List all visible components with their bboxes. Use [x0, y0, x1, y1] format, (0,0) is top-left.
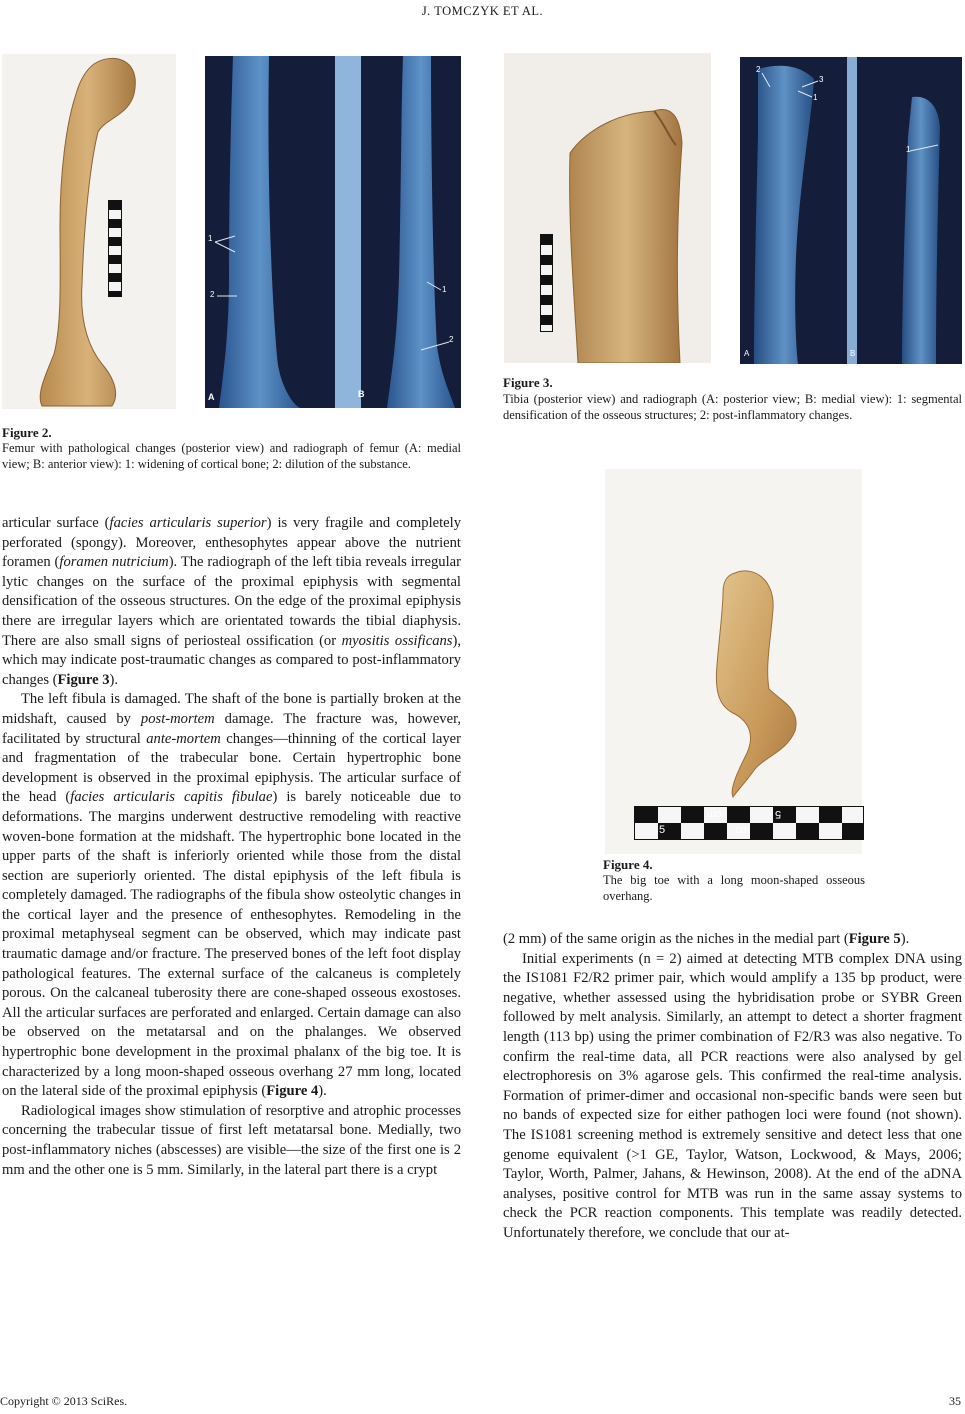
figure2-title: Figure 2. — [2, 425, 52, 440]
figure2-label-2-left: 2 — [210, 290, 215, 299]
figure4-title: Figure 4. — [603, 857, 653, 872]
figure3-label-1-left: 1 — [813, 93, 818, 102]
figure3-radiograph — [740, 57, 962, 364]
figure3-panel-b-label: B — [850, 349, 856, 358]
figure2-femur-photo — [2, 54, 176, 409]
figure4-scale-top-5: 5 — [775, 808, 782, 820]
figure4-scale-top-cm: cm — [707, 808, 722, 820]
figure3-panel-a-label: A — [744, 349, 750, 358]
footer-copyright: Copyright © 2013 SciRes. — [0, 1394, 128, 1408]
figure2-scale-bar — [108, 200, 122, 297]
right-column-text — [503, 930, 962, 1244]
right-paragraph-2: Initial experiments (n = 2) aimed at detecting MTB complex DNA using the IS1081 F2/R2 primer pair, which would amplify a 135 bp product, were negative, whether assessed using the hybridisation probe or SYBR Green followed by melt analysis. Similarly, an attempt to detect a shorter fragment length (113 bp) using the primer combination of F2/R3 was also negative. To confirm the real-time data, all PCR reactions were also analysed by gel electrophoresis on 3% agarose gels. This confirmed the real-time analysis. Formation of primer-dimer and occasional non-specific bands were seen but no bands of expected size for either pathogen loci were found (not shown). The IS1081 screening method is extremely sensitive and detect less that one genome equivalent (>1 GE, Taylor, Watson, Lockwood, & Mays, 2006; Taylor, Worth, Palmer, Jahans, & Hewinson, 2008). At the end of the aDNA analyses, positive control for MTB was run in the same assay systems to check the PCR reaction components. This template was readily detected. Unfortunately therefore, we conclude that our at- — [503, 950, 962, 1241]
figure4-reference: Figure 4 — [266, 1083, 319, 1100]
left-column-text — [2, 514, 461, 1180]
figure2-label-2-right: 2 — [449, 335, 454, 344]
running-head: J. TOMCZYK ET AL. — [421, 4, 544, 18]
figure5-reference: Figure 5 — [848, 931, 901, 947]
left-paragraph-3: Radiological images show stimulation of resorptive and atrophic processes concerning the trabecular tissue of first left metatarsal bone. Medially, two post-inflammatory niches (abscesses) are visible—the size of the first one is 2 mm and the other one is 5 mm. Similarly, in the lateral part there is a crypt — [2, 1102, 461, 1178]
figure2-label-1-right: 1 — [442, 285, 447, 294]
figure3-label-2: 2 — [756, 65, 761, 74]
figure3-caption: Tibia (posterior view) and radiograph (A: posterior view; B: medial view): 1: segmental densification of the osseous structures; 2: post-inflammatory changes. — [503, 392, 962, 422]
figure3-title: Figure 3. — [503, 375, 553, 390]
figure2-panel-a-label: A — [208, 392, 215, 402]
figure4-scale-bar — [634, 806, 864, 840]
figure2-label-1-left: 1 — [208, 234, 213, 243]
figure3-label-3: 3 — [819, 75, 824, 84]
figure4-toe-photo — [605, 469, 862, 854]
figure3-tibia-photo — [504, 53, 711, 363]
footer-page-number: 35 — [949, 1394, 961, 1408]
figure2-panel-b-label: B — [358, 389, 365, 399]
figure3-scale-bar — [540, 234, 553, 332]
figure2-caption: Femur with pathological changes (posterior view) and radiograph of femur (A: medial view; B: anterior view): 1: widening of cortical bone; 2: dilution of the substance. — [2, 441, 461, 471]
left-paragraph-1: articular surface (facies articularis superior) is very fragile and completely perforated (spongy). Moreover, enthesophytes appear above the nutrient foramen (foramen nutricium). The radiograph of the left tibia reveals irregular lytic changes on the surface of the proximal epiphysis with segmental densification of the osseous structures. On the edge of the proximal epiphysis there are irregular layers which are orientated towards the tibial diaphysis. There are also small signs of periosteal ossification (or myositis ossificans), which may indicate post-traumatic changes as compared to post-inflammatory changes (Figure 3). — [2, 515, 461, 688]
figure4-scale-bottom-5: 5 — [659, 824, 666, 836]
figure4-scale-bottom-cm: cm — [735, 824, 750, 836]
figure2-radiograph — [205, 56, 461, 408]
figure3-label-1-right: 1 — [906, 145, 911, 154]
left-paragraph-2: The left fibula is damaged. The shaft of the bone is partially broken at the midshaft, caused by post-mortem damage. The fracture was, however, facilitated by structural ante-mortem changes—thinning of the cortical layer and fragmentation of the trabecular bone. Certain hypertrophic bone development is observed in the proximal epiphysis. The articular surface of the head (facies articularis capitis fibulae) is barely noticeable due to deformations. The margins underwent destructive remodeling with reactive woven-bone formation at the midshaft. The hypertrophic bone located in the upper parts of the shaft is inferiorly oriented while those from the distal section are superiorly oriented. The distal epiphysis of the left fibula is completely damaged. The radiographs of the fibula show osteolytic changes in the cortical layer and the presence of enthesophytes. Remodeling in the proximal metaphyseal segment can be observed, which may indicate past traumatic damage and/or fracture. The preserved bones of the left foot display pathological features. The external surface of the calcaneus is completely porous. On the calcaneal tuberosity there are cone-shaped osseous exostoses. All the articular surfaces are perforated and enlarged. Certain damage can also be observed on the metatarsal and on the phalanges. We observed hypertrophic bone development in the proximal phalanx of the big toe. It is characterized by a long moon-shaped osseous overhang 27 mm long, located on the lateral side of the proximal epiphysis (Figure 4). — [2, 691, 461, 1100]
right-paragraph-1: (2 mm) of the same origin as the niches in the medial part (Figure 5). — [503, 931, 910, 947]
figure3-reference: Figure 3 — [57, 671, 110, 688]
figure4-caption: The big toe with a long moon-shaped osseous overhang. — [603, 873, 865, 903]
